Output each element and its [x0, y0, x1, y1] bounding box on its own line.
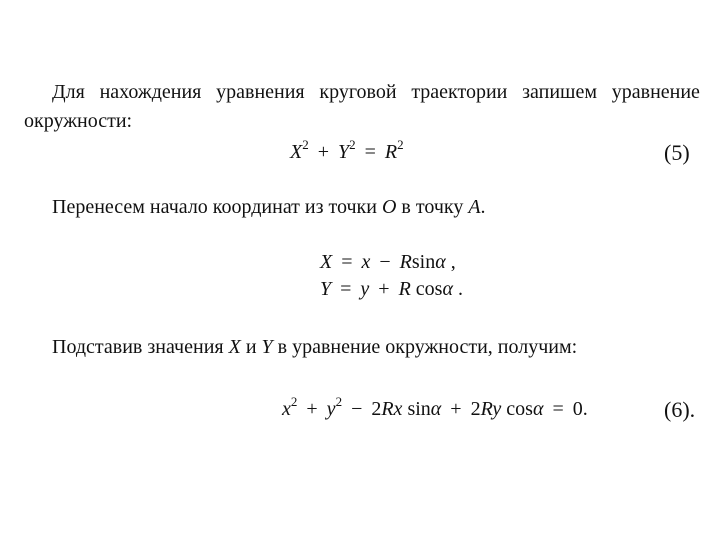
point-A: A	[468, 196, 481, 218]
paragraph-3	[52, 335, 577, 359]
var-alpha: α	[442, 278, 453, 300]
exponent: 2	[397, 137, 404, 152]
paragraph-2	[52, 195, 486, 219]
paragraph-1-text: окружности:	[24, 110, 133, 132]
point-O: O	[381, 196, 397, 218]
zero: 0	[572, 398, 583, 420]
paragraph-1-line-1	[52, 80, 700, 104]
var-x: x	[282, 398, 291, 420]
minus-sign: −	[351, 398, 363, 420]
equals-sign: =	[341, 251, 353, 273]
var-Y: Y	[320, 278, 332, 300]
plus-sign: +	[450, 398, 462, 420]
equation-6-number: (6).	[664, 397, 696, 422]
word: круговой	[319, 81, 397, 103]
sin-function: sin	[411, 251, 436, 273]
var-y: y	[326, 398, 336, 420]
period: .	[480, 196, 486, 218]
paragraph-3-text: и	[240, 336, 262, 358]
plus-sign: +	[378, 278, 390, 300]
coefficient: 2	[371, 398, 382, 420]
plus-sign: +	[306, 398, 318, 420]
paragraph-1-line-2	[24, 109, 132, 133]
equals-sign: =	[364, 141, 376, 163]
paragraph-2-text: Перенесем начало координат из точки	[52, 196, 382, 218]
var-R: R	[399, 251, 412, 273]
period: .	[582, 398, 588, 420]
var-x: x	[361, 251, 371, 273]
transform-line-1	[320, 250, 456, 274]
var-X: X	[228, 336, 241, 358]
paragraph-3-text: Подставив значения	[52, 336, 229, 358]
var-alpha: α	[435, 251, 446, 273]
paragraph-2-text: в точку	[396, 196, 469, 218]
equation-5	[290, 137, 404, 164]
coefficient: 2	[470, 398, 481, 420]
word: Для	[52, 81, 85, 103]
period: .	[457, 278, 463, 300]
word: уравнения	[216, 81, 305, 103]
cos-function: cos	[506, 398, 533, 420]
cos-function: cos	[415, 278, 443, 300]
var-Y: Y	[261, 336, 273, 358]
transform-line-2	[320, 277, 463, 301]
paragraph-3-text: в уравнение окружности, получим:	[272, 336, 578, 358]
word: траектории	[411, 81, 508, 103]
exponent: 2	[290, 394, 298, 409]
equation-5-number: (5)	[664, 140, 690, 165]
var-Y: Y	[338, 141, 350, 163]
var-R: R	[398, 278, 411, 300]
term-Ry: Ry	[480, 398, 502, 420]
var-X: X	[290, 141, 303, 163]
equation-6	[282, 394, 588, 421]
word: нахождения	[99, 81, 202, 103]
exponent: 2	[349, 137, 356, 152]
equals-sign: =	[340, 278, 352, 300]
exponent: 2	[335, 394, 343, 409]
var-alpha: α	[532, 398, 544, 420]
var-R: R	[384, 141, 398, 163]
var-alpha: α	[430, 398, 442, 420]
equals-sign: =	[552, 398, 564, 420]
plus-sign: +	[317, 141, 329, 163]
minus-sign: −	[379, 251, 391, 273]
word: уравнение	[611, 81, 700, 103]
var-y: y	[360, 278, 370, 300]
comma: ,	[450, 251, 456, 273]
exponent: 2	[302, 137, 309, 152]
sin-function: sin	[407, 398, 431, 420]
var-X: X	[320, 251, 333, 273]
term-Rx: Rx	[381, 398, 403, 420]
word: запишем	[522, 81, 597, 103]
